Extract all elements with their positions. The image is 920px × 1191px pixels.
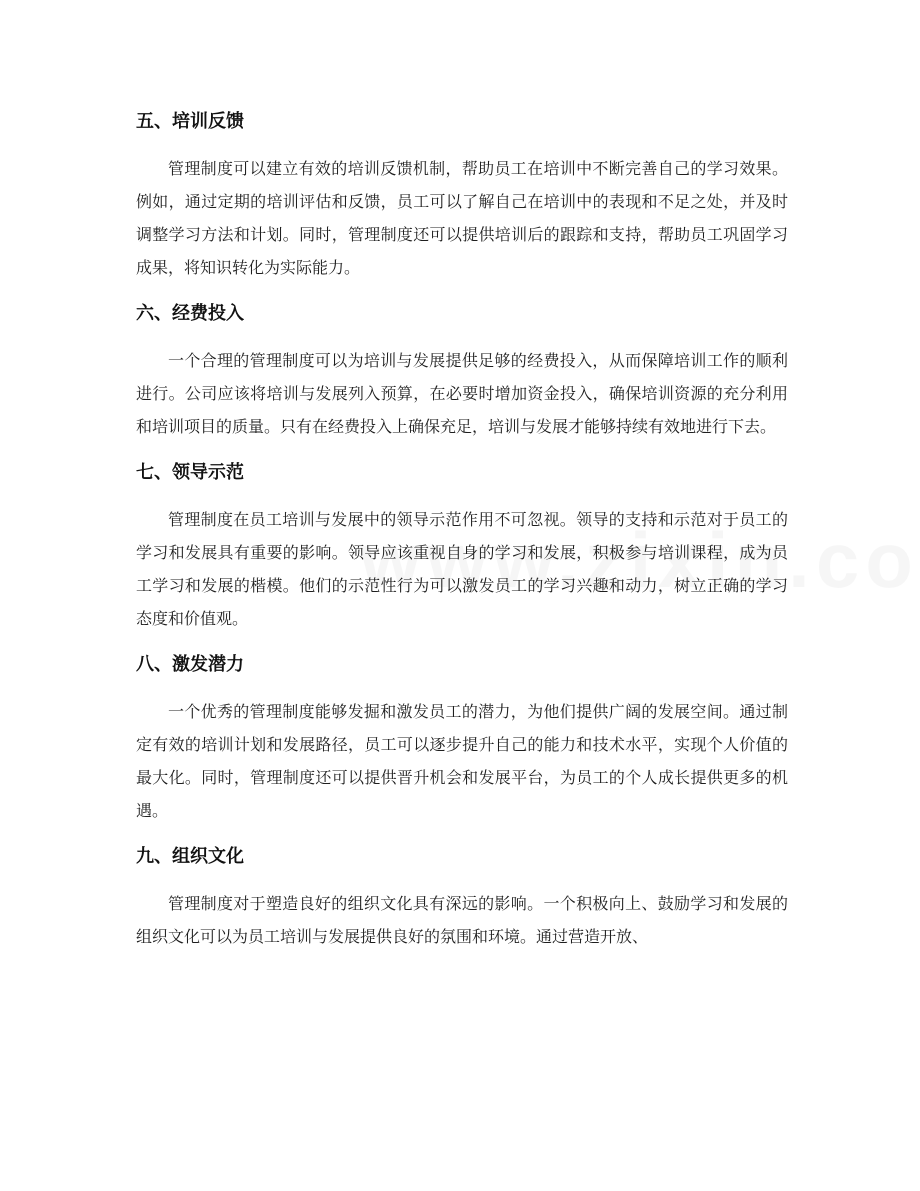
section-paragraph: 一个合理的管理制度可以为培训与发展提供足够的经费投入，从而保障培训工作的顺利进行。公司应该将培训与发展列入预算，在必要时增加资金投入，确保培训资源的充分利用和培训项目的质量。只有在经费投入上确保充足，培训与发展才能够持续有效地进行下去。 — [136, 351, 788, 436]
section-funding — [136, 296, 788, 443]
section-culture — [136, 839, 788, 953]
section-leadership — [136, 455, 788, 635]
section-paragraph: 管理制度在员工培训与发展中的领导示范作用不可忽视。领导的支持和示范对于员工的学习和发展具有重要的影响。领导应该重视自身的学习和发展，积极参与培训课程，成为员工学习和发展的楷模。他们的示范性行为可以激发员工的学习兴趣和动力，树立正确的学习态度和价值观。 — [136, 510, 788, 628]
section-potential — [136, 647, 788, 827]
section-heading: 九、组织文化 — [136, 846, 244, 867]
section-paragraph: 一个优秀的管理制度能够发掘和激发员工的潜力，为他们提供广阔的发展空间。通过制定有效的培训计划和发展路径，员工可以逐步提升自己的能力和技术水平，实现个人价值的最大化。同时，管理制度还可以提供晋升机会和发展平台，为员工的个人成长提供更多的机遇。 — [136, 702, 788, 820]
section-heading: 七、领导示范 — [136, 462, 244, 483]
section-paragraph: 管理制度对于塑造良好的组织文化具有深远的影响。一个积极向上、鼓励学习和发展的组织文化可以为员工培训与发展提供良好的氛围和环境。通过营造开放、 — [136, 894, 788, 946]
section-heading: 八、激发潜力 — [136, 654, 244, 675]
document-body — [136, 104, 788, 965]
section-heading: 六、经费投入 — [136, 303, 244, 324]
section-training-feedback — [136, 104, 788, 284]
section-paragraph: 管理制度可以建立有效的培训反馈机制，帮助员工在培训中不断完善自己的学习效果。例如，通过定期的培训评估和反馈，员工可以了解自己在培训中的表现和不足之处，并及时调整学习方法和计划。同时，管理制度还可以提供培训后的跟踪和支持，帮助员工巩固学习成果，将知识转化为实际能力。 — [136, 159, 788, 277]
section-heading: 五、培训反馈 — [136, 111, 244, 132]
